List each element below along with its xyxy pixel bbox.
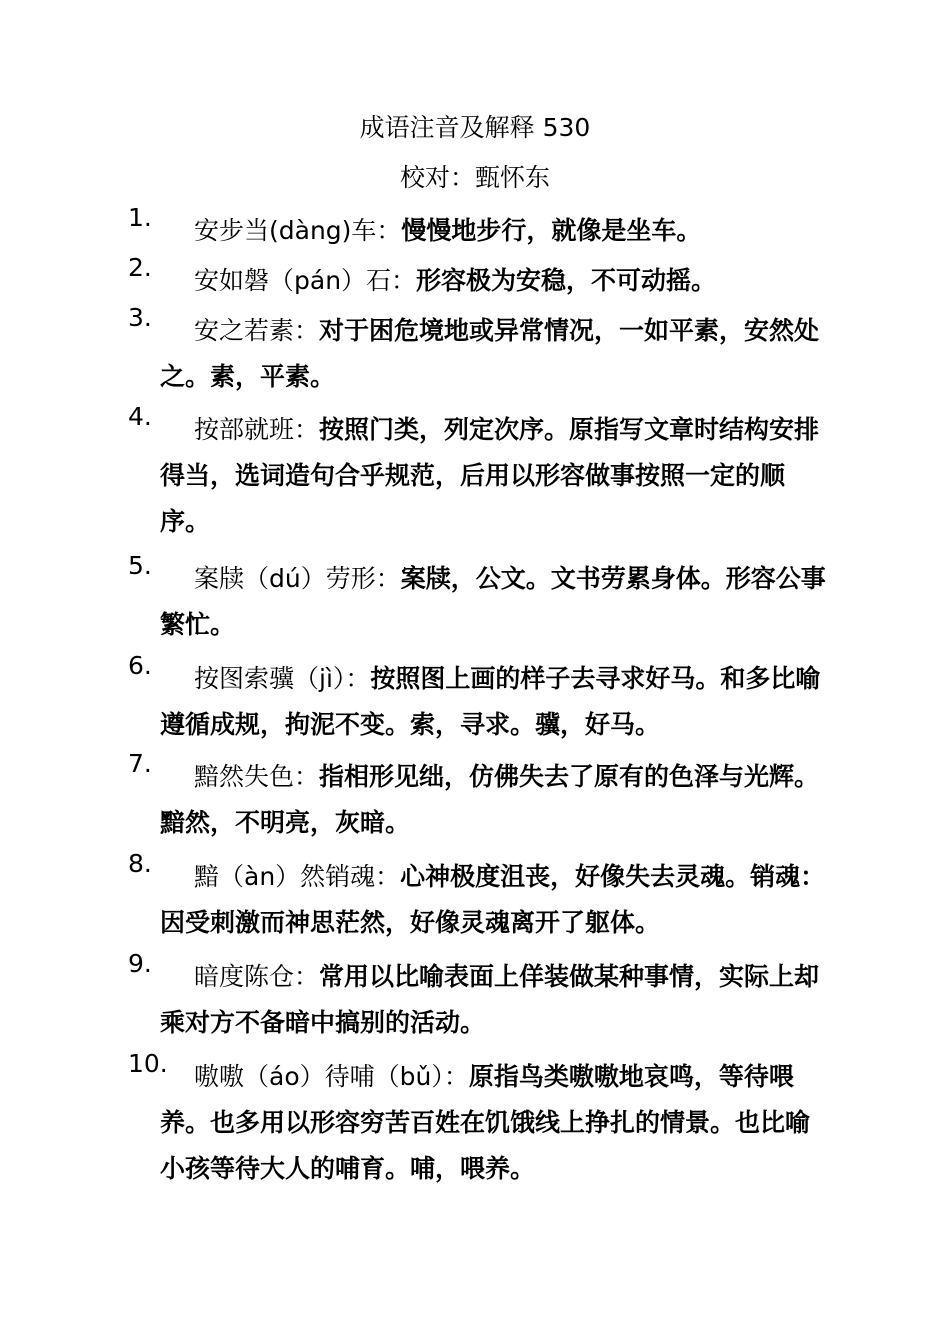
entry-number: 10.	[128, 1049, 168, 1078]
entry-definition: 形容极为安稳，不可动摇。	[416, 266, 717, 295]
entry-text	[128, 308, 828, 400]
entry-4	[128, 402, 828, 545]
entry-number: 4.	[128, 402, 152, 431]
entry-term: 暗度陈仓：	[194, 962, 320, 991]
entry-text	[128, 1054, 828, 1192]
entry-definition: 慢慢地步行，就像是坐车。	[401, 216, 702, 245]
entry-text	[128, 258, 828, 304]
entry-number: 1.	[128, 203, 152, 232]
entry-number: 3.	[128, 303, 152, 332]
entry-definition: 按照门类，列定次序。原指写文章时结构安排得当，选词造句合乎规范，后用以形容做事按照一定的顺序。	[160, 415, 820, 536]
entry-8	[128, 849, 828, 946]
entry-definition: 指相形见绌，仿佛失去了原有的色泽与光辉。黯然，不明亮，灰暗。	[160, 762, 820, 837]
entry-term: 安步当(dàng)车：	[194, 216, 402, 245]
page-subtitle: 校对：甄怀东	[399, 163, 550, 192]
entry-text	[128, 854, 828, 946]
entry-10	[128, 1049, 828, 1192]
entry-2	[128, 253, 828, 304]
entry-definition: 心神极度沮丧，好像失去灵魂。销魂：因受刺激而神思茫然，好像灵魂离开了躯体。	[160, 862, 826, 937]
entry-term: 嗷嗷（áo）待哺（bǔ）：	[194, 1062, 469, 1091]
entry-definition: 对于困危境地或异常情况，一如平素，安然处之。素，平素。	[160, 316, 820, 391]
entry-number: 8.	[128, 849, 152, 878]
entry-term: 按部就班：	[194, 415, 320, 444]
entry-1	[128, 203, 828, 254]
entry-text	[128, 656, 828, 748]
entry-term: 按图索骥（jì）：	[194, 664, 371, 693]
entry-5	[128, 551, 828, 648]
entry-definition: 常用以比喻表面上佯装做某种事情，实际上却乘对方不备暗中搞别的活动。	[160, 962, 820, 1037]
entry-definition: 案牍，公文。文书劳累身体。形容公事繁忙。	[160, 564, 826, 639]
entry-number: 9.	[128, 949, 152, 978]
entry-term: 案牍（dú）劳形：	[194, 564, 401, 593]
entry-text	[128, 556, 828, 648]
entry-term: 安如磐（pán）石：	[194, 266, 417, 295]
entry-9	[128, 949, 828, 1046]
entry-number: 5.	[128, 551, 152, 580]
entry-text	[128, 407, 828, 545]
entry-text	[128, 208, 828, 254]
entry-term: 黯然失色：	[194, 762, 320, 791]
entry-term: 黯（àn）然销魂：	[194, 862, 401, 891]
entry-text	[128, 954, 828, 1046]
entry-text	[128, 754, 828, 846]
entry-7	[128, 749, 828, 846]
page-title: 成语注音及解释 530	[359, 113, 591, 142]
entry-term: 安之若素：	[194, 316, 320, 345]
entry-6	[128, 651, 828, 748]
entry-definition: 原指鸟类嗷嗷地哀鸣，等待喂养。也多用以形容穷苦百姓在饥饿线上挣扎的情景。也比喻小孩等待大人的哺育。哺，喂养。	[160, 1062, 811, 1183]
entry-number: 2.	[128, 253, 152, 282]
entry-3	[128, 303, 828, 400]
entry-definition: 按照图上画的样子去寻求好马。和多比喻遵循成规，拘泥不变。索，寻求。骥，好马。	[160, 664, 821, 739]
entry-number: 6.	[128, 651, 152, 680]
entry-number: 7.	[128, 749, 152, 778]
